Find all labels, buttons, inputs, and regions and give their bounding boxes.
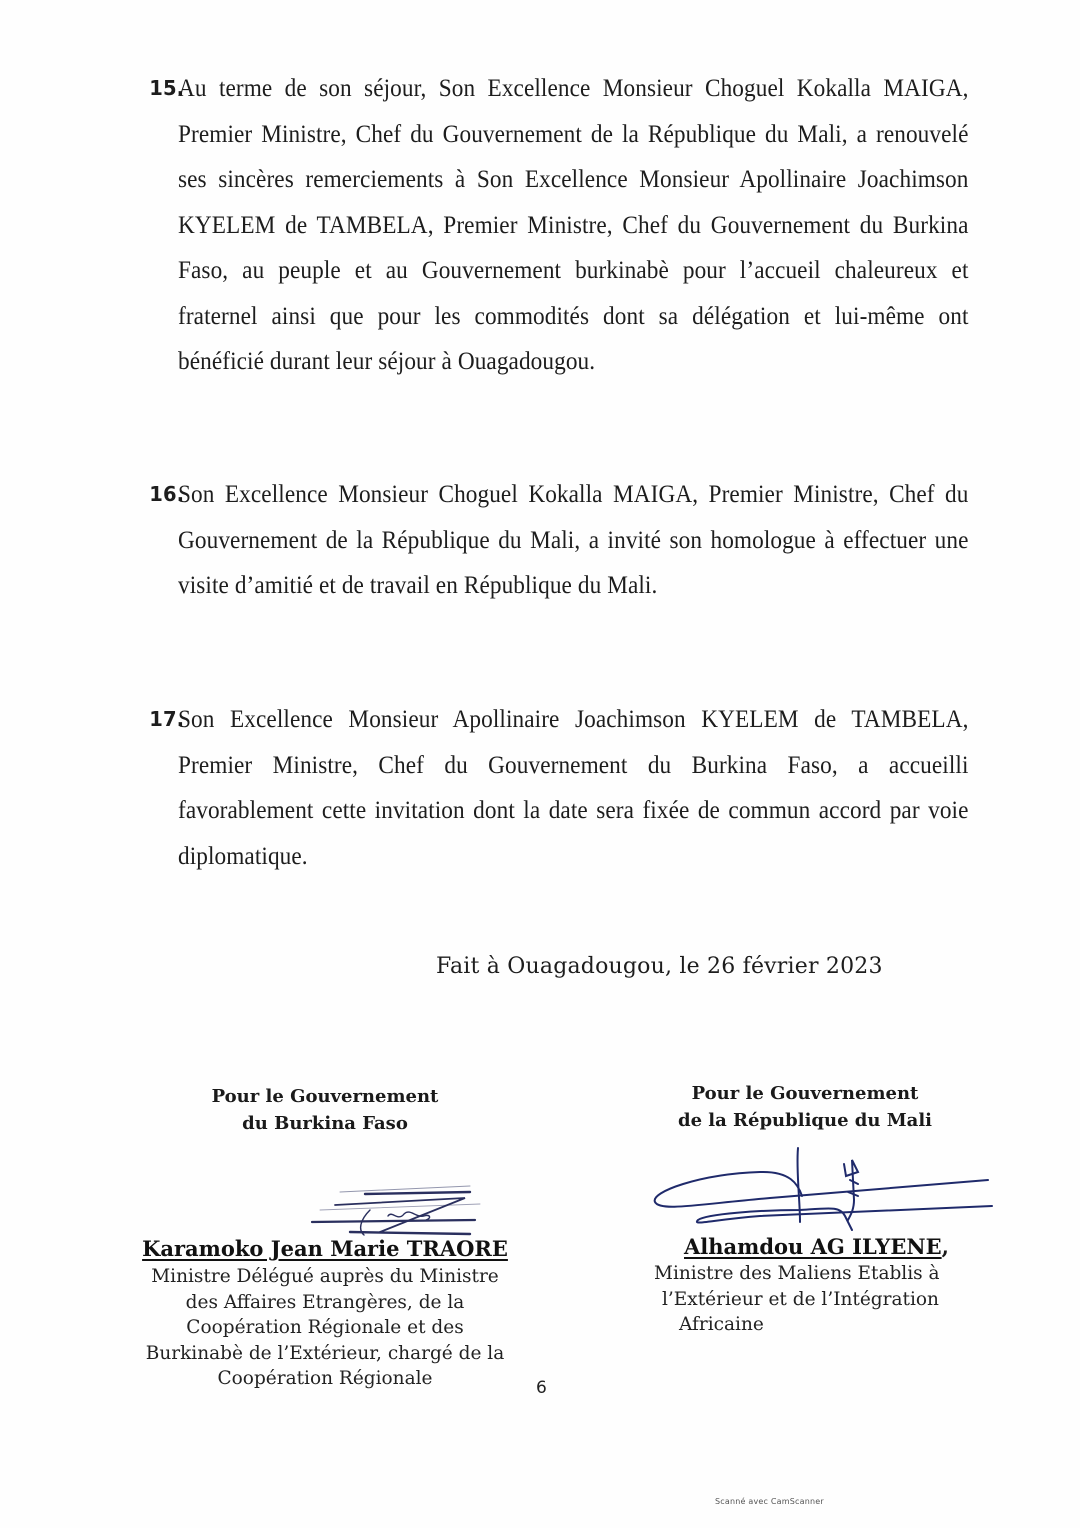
paragraph-15 (149, 66, 969, 385)
title-line: des Affaires Etrangères, de la (185, 1291, 465, 1313)
paragraph-number: 16. (149, 482, 185, 506)
title-line: Ministre des Maliens Etablis à (654, 1263, 940, 1284)
title-line: Africaine (679, 1314, 764, 1335)
signatory-left-title (120, 1264, 530, 1392)
signatory-right-name (684, 1233, 949, 1260)
title-line: l’Extérieur et de l’Intégration (662, 1288, 939, 1310)
heading-line: Pour le Gouvernement (691, 1083, 919, 1104)
paragraph-number: 17. (149, 707, 185, 731)
paragraph-16 (149, 472, 969, 609)
heading-line: Pour le Gouvernement (211, 1086, 439, 1107)
scanner-watermark: Scanné avec CamScanner (715, 1497, 824, 1506)
title-line: Burkinabè de l’Extérieur, chargé de la (145, 1342, 505, 1364)
signatory-right-heading (650, 1080, 960, 1134)
place-and-date: Fait à Ouagadougou, le 26 février 2023 (436, 954, 883, 979)
title-line: Coopération Régionale et des (186, 1317, 464, 1338)
signatory-name: Alhamdou AG ILYENE (684, 1234, 942, 1259)
heading-line: de la République du Mali (677, 1110, 932, 1131)
signature-right-icon (640, 1140, 1000, 1240)
paragraph-text: Son Excellence Monsieur Apollinaire Joachimson KYELEM de TAMBELA, Premier Ministre, Chef du Gouvernement du Burkina Faso, a accueilli favorablement cette invitation dont la date sera fixée de commun accord par voie diplomatique. (178, 706, 969, 870)
signature-left-icon (300, 1170, 490, 1240)
paragraph-text: Au terme de son séjour, Son Excellence Monsieur Choguel Kokalla MAIGA, Premier Ministre, Chef du Gouvernement de la République du Mali, a renouvelé ses sincères remerciements à Son Excellence Monsieur Apollinaire Joachimson KYELEM de TAMBELA, Premier Ministre, Chef du Gouvernement du Burkina Faso, au peuple et au Gouvernement burkinabè pour l’accueil chaleureux et fraternel ainsi que pour les commodités dont sa délégation et lui-même ont bénéficié durant leur séjour à Ouagadougou. (178, 75, 969, 375)
signatory-right-title (654, 1261, 974, 1338)
name-suffix: , (941, 1234, 949, 1259)
paragraph-number: 15. (149, 76, 185, 100)
title-line: Coopération Régionale (217, 1368, 433, 1389)
heading-line: du Burkina Faso (242, 1113, 408, 1134)
signatory-left-heading (180, 1083, 470, 1137)
signatory-left-name: Karamoko Jean Marie TRAORE (142, 1236, 508, 1261)
paragraph-17 (149, 697, 969, 879)
paragraph-text: Son Excellence Monsieur Choguel Kokalla MAIGA, Premier Ministre, Chef du Gouvernement de la République du Mali, a invité son homologue à effectuer une visite d’amitié et de travail en République du Mali. (178, 481, 969, 599)
page-number: 6 (536, 1378, 547, 1398)
title-line: Ministre Délégué auprès du Ministre (151, 1266, 499, 1287)
